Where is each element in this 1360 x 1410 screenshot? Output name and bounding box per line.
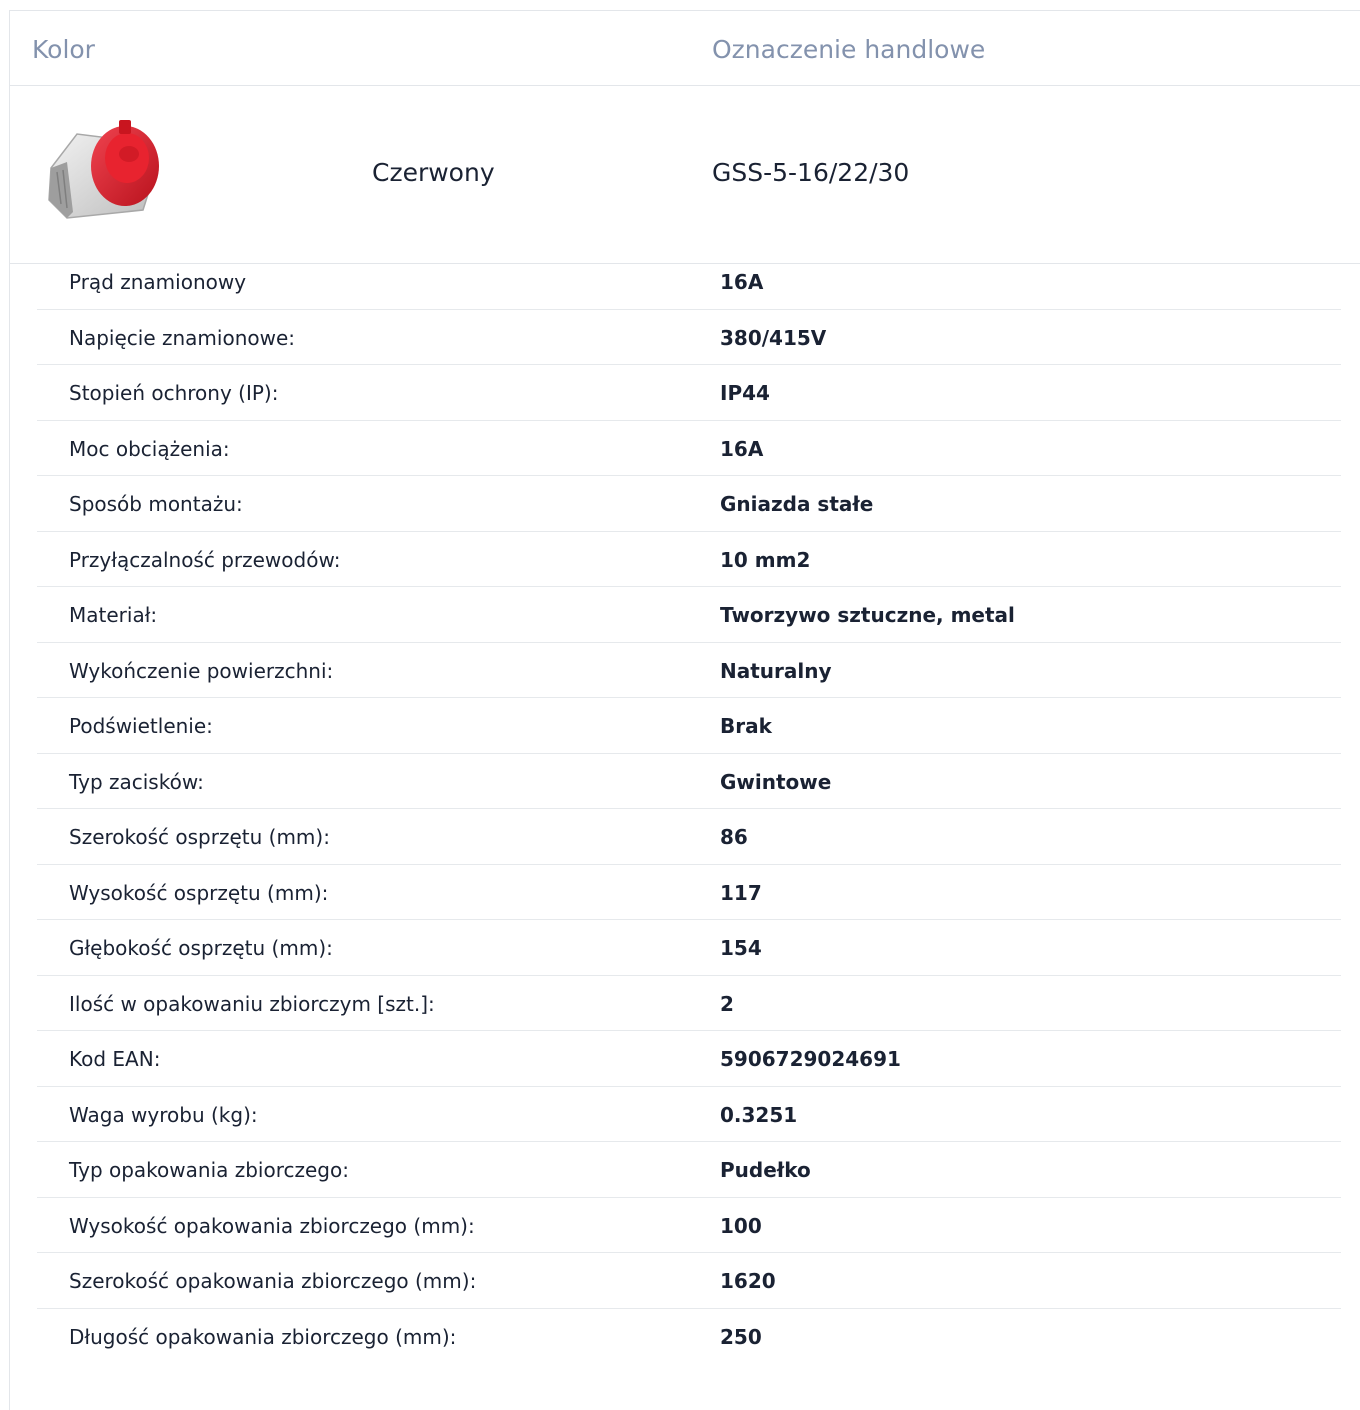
spec-row xyxy=(37,754,1341,810)
spec-row xyxy=(37,643,1341,699)
spec-label: Wysokość opakowania zbiorczego (mm): xyxy=(69,1213,475,1238)
spec-value: Pudełko xyxy=(720,1158,811,1182)
spec-row xyxy=(37,1198,1341,1254)
spec-value: 0.3251 xyxy=(720,1102,798,1127)
spec-label: Podświetlenie: xyxy=(69,714,213,738)
spec-row xyxy=(37,809,1341,865)
spec-label: Szerokość osprzętu (mm): xyxy=(69,825,330,849)
spec-value: 16A xyxy=(720,436,764,461)
spec-value: 2 xyxy=(720,991,734,1016)
spec-value: 154 xyxy=(720,936,762,960)
spec-row xyxy=(37,976,1341,1032)
spec-label: Napięcie znamionowe: xyxy=(69,325,296,350)
spec-row xyxy=(37,365,1341,421)
spec-row xyxy=(37,310,1341,366)
spec-label: Wysokość osprzętu (mm): xyxy=(69,880,329,905)
spec-row xyxy=(37,1031,1341,1087)
spec-label: Prąd znamionowy xyxy=(69,270,247,294)
column-header-trade-name: Oznaczenie handlowe xyxy=(712,35,986,64)
spec-value: Gwintowe xyxy=(720,769,832,794)
spec-label: Kod EAN: xyxy=(69,1047,161,1071)
product-row[interactable] xyxy=(10,86,1360,264)
spec-row xyxy=(37,421,1341,477)
spec-row xyxy=(37,532,1341,588)
spec-row xyxy=(37,698,1341,754)
spec-label: Sposób montażu: xyxy=(69,492,243,516)
spec-row xyxy=(37,1087,1341,1143)
spec-value: Gniazda stałe xyxy=(720,492,874,516)
spec-label: Głębokość osprzętu (mm): xyxy=(69,936,333,960)
spec-label: Waga wyrobu (kg): xyxy=(69,1102,258,1127)
spec-value: 5906729024691 xyxy=(720,1047,901,1071)
industrial-socket-image[interactable] xyxy=(33,108,175,232)
spec-value: 100 xyxy=(720,1213,762,1238)
spec-row xyxy=(37,1309,1341,1365)
table-header xyxy=(10,11,1360,86)
spec-row xyxy=(37,1142,1341,1198)
column-header-color: Kolor xyxy=(32,35,95,64)
spec-value: 117 xyxy=(720,880,762,905)
spec-row xyxy=(37,587,1341,643)
spec-row xyxy=(37,865,1341,921)
spec-value: 16A xyxy=(720,270,764,294)
spec-label: Przyłączalność przewodów: xyxy=(69,547,341,572)
spec-value: 86 xyxy=(720,825,748,849)
product-color: Czerwony xyxy=(372,158,495,187)
spec-row xyxy=(37,1253,1341,1309)
spec-label: Długość opakowania zbiorczego (mm): xyxy=(69,1324,457,1349)
specifications-list xyxy=(37,254,1341,1364)
spec-label: Typ opakowania zbiorczego: xyxy=(69,1158,349,1182)
spec-label: Wykończenie powierzchni: xyxy=(69,658,334,683)
spec-label: Moc obciążenia: xyxy=(69,436,230,461)
spec-value: Tworzywo sztuczne, metal xyxy=(720,603,1015,627)
spec-label: Stopień ochrony (IP): xyxy=(69,381,279,405)
spec-value: Brak xyxy=(720,714,772,738)
spec-value: 10 mm2 xyxy=(720,547,811,572)
spec-value: 250 xyxy=(720,1324,762,1349)
spec-row xyxy=(37,476,1341,532)
spec-label: Ilość w opakowaniu zbiorczym [szt.]: xyxy=(69,991,435,1016)
spec-value: 380/415V xyxy=(720,325,827,350)
spec-value: IP44 xyxy=(720,381,770,405)
spec-label: Szerokość opakowania zbiorczego (mm): xyxy=(69,1269,477,1293)
product-trade-name: GSS-5-16/22/30 xyxy=(712,158,910,187)
spec-value: Naturalny xyxy=(720,658,832,683)
spec-row xyxy=(37,920,1341,976)
spec-row xyxy=(37,254,1341,310)
spec-label: Materiał: xyxy=(69,603,158,627)
spec-value: 1620 xyxy=(720,1269,776,1293)
spec-label: Typ zacisków: xyxy=(69,769,204,794)
